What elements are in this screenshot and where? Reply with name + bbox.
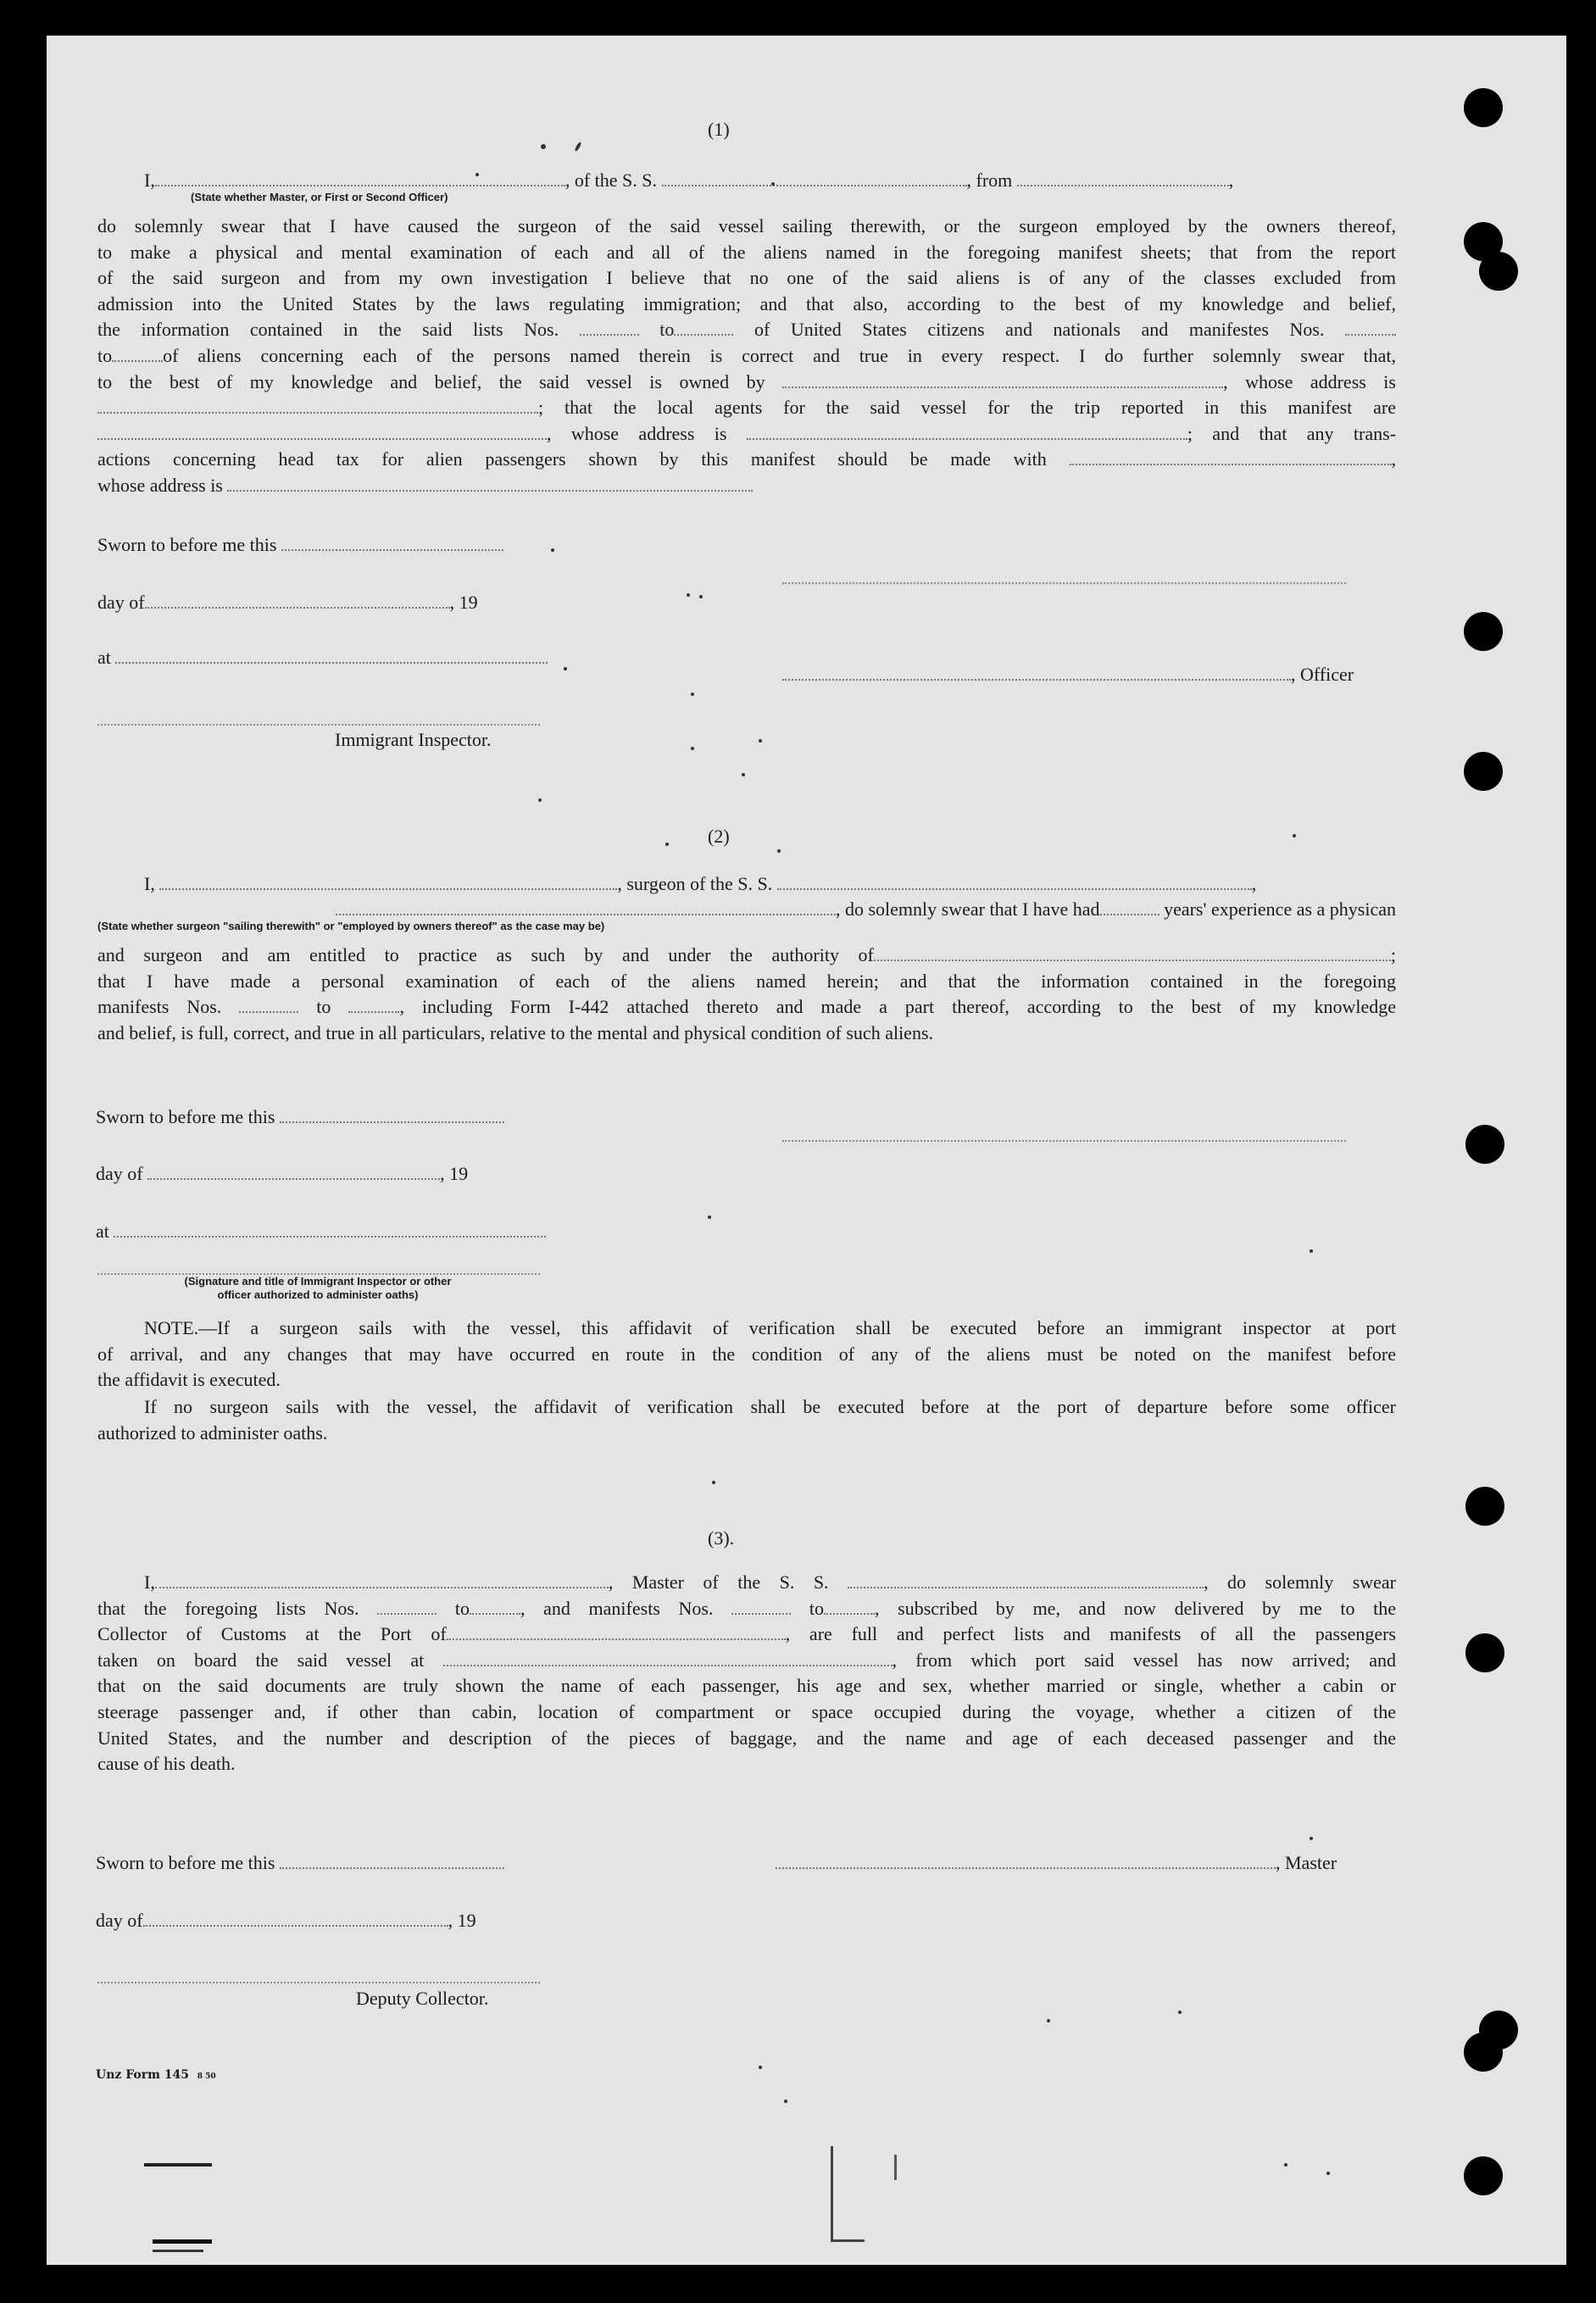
signature-caption xyxy=(131,1275,504,1302)
text-line xyxy=(97,317,1396,343)
section2-line1 xyxy=(144,871,1397,897)
at-line xyxy=(96,1218,546,1244)
day-line xyxy=(97,589,478,615)
blank-field xyxy=(97,397,538,414)
text: taken on board the said vessel at xyxy=(97,1649,425,1671)
text-line: If no surgeon sails with the vessel, the affidavit of verification shall be executed before at the port of departure before some officer xyxy=(144,1396,1396,1417)
master-line xyxy=(776,1850,1337,1876)
blank-field xyxy=(1345,319,1396,336)
blank-field xyxy=(874,944,1391,961)
section1-paragraph xyxy=(97,214,1396,499)
section3-paragraph xyxy=(97,1570,1396,1777)
punch-hole xyxy=(1465,1487,1504,1526)
day-line xyxy=(96,1160,468,1187)
scan-mark xyxy=(894,2155,897,2180)
blank-field xyxy=(674,319,733,336)
text-line xyxy=(97,943,1396,969)
officer-line xyxy=(782,661,1354,687)
blank-field xyxy=(155,1571,609,1588)
section-number: (1) xyxy=(708,119,730,140)
text: whose address is xyxy=(97,474,223,496)
blank-field xyxy=(1070,448,1392,465)
text: day of xyxy=(96,1910,143,1931)
text: , xyxy=(1391,448,1396,470)
text: , xyxy=(1228,170,1234,191)
blank-field xyxy=(155,170,565,186)
text-line xyxy=(97,1570,1396,1596)
text: to xyxy=(316,996,331,1018)
signature-line xyxy=(782,1140,1346,1142)
signature-line xyxy=(97,1982,540,1983)
text-line: do solemnly swear that I have caused the surgeon of the said vessel sailing therewith, or the surgeon employed by the owners thereof, xyxy=(97,215,1396,236)
punch-hole xyxy=(1464,752,1503,791)
text-line: of arrival, and any changes that may have occurred en route in the condition of any of the aliens must be noted on the manifest before xyxy=(97,1343,1396,1365)
text: , do solemnly swear xyxy=(1204,1571,1397,1593)
text-line: cause of his death. xyxy=(97,1753,236,1775)
text: to xyxy=(659,319,675,341)
blank-field xyxy=(443,1649,893,1666)
punch-hole xyxy=(1464,2156,1503,2195)
text: at xyxy=(96,1221,109,1242)
text-line xyxy=(97,343,1396,370)
blank-field xyxy=(1100,898,1159,915)
form-identifier xyxy=(96,2068,216,2083)
text: , Officer xyxy=(1291,664,1354,685)
text: at xyxy=(97,647,111,668)
text: Sworn to before me this xyxy=(96,1106,275,1127)
text: , whose address is xyxy=(547,422,727,444)
section2-line2 xyxy=(97,896,1396,922)
text: , of the S. S. xyxy=(564,170,658,191)
blank-field xyxy=(97,423,547,440)
punch-hole xyxy=(1464,612,1503,651)
blank-field xyxy=(115,647,548,664)
text: years' experience as a physican xyxy=(1164,898,1396,920)
text-line xyxy=(97,473,1396,499)
blank-field xyxy=(114,1221,546,1238)
text: I, xyxy=(144,170,155,191)
blank-field xyxy=(1017,170,1229,186)
text: , and manifests Nos. xyxy=(520,1597,714,1619)
form-page xyxy=(47,36,1566,2265)
section-number: (3). xyxy=(708,1527,735,1549)
text-line xyxy=(97,421,1396,448)
text: Sworn to before me this xyxy=(97,534,277,555)
text: Unz Form 145 xyxy=(96,2068,190,2082)
text: , xyxy=(1251,873,1257,894)
text-line: of the said surgeon and from my own investigation I believe that no one of the said aliens is of any of the classes excluded from xyxy=(97,267,1396,289)
sworn-line xyxy=(97,531,503,558)
blank-field xyxy=(470,1598,520,1615)
inspector-label: Immigrant Inspector. xyxy=(335,729,492,750)
text-line: and belief, is full, correct, and true in all particulars, relative to the mental and physical condition of such aliens. xyxy=(97,1021,934,1043)
scan-mark xyxy=(831,2146,833,2239)
blank-field xyxy=(662,170,967,186)
section-number: (2) xyxy=(708,826,730,847)
blank-field xyxy=(112,345,163,362)
signature-line xyxy=(97,724,540,726)
text: , Master xyxy=(1276,1852,1337,1873)
text: to xyxy=(809,1597,824,1619)
blank-field xyxy=(747,423,1187,440)
text: the information contained in the said lists Nos. xyxy=(97,319,559,341)
text: ; and that any trans- xyxy=(1187,422,1396,444)
text: to the best of my knowledge and belief, the said vessel is owned by xyxy=(97,370,765,392)
blank-field xyxy=(147,1163,440,1180)
collector-label: Deputy Collector. xyxy=(356,1988,489,2009)
text: 8 50 xyxy=(197,2072,216,2081)
text: (Signature and title of Immigrant Inspector or other xyxy=(184,1275,452,1288)
blank-field xyxy=(281,534,503,551)
text: I, xyxy=(144,873,155,894)
text-line: admission into the United States by the laws regulating immigration; and that also, according to the best of my knowledge and belief, xyxy=(97,292,1396,314)
blank-field xyxy=(280,1852,504,1869)
text: Collector of Customs at the Port of xyxy=(97,1623,447,1645)
text: , surgeon of the S. S. xyxy=(617,873,773,894)
scan-mark xyxy=(153,2250,203,2252)
caption: (State whether Master, or First or Second Officer) xyxy=(191,191,448,203)
blank-field xyxy=(731,1598,791,1615)
punch-hole xyxy=(1479,252,1518,291)
text: and surgeon and am entitled to practice as such by and under the authority of xyxy=(97,944,874,965)
text: I, xyxy=(144,1571,155,1593)
blank-field xyxy=(145,592,450,609)
punch-hole xyxy=(1464,2033,1503,2072)
section1-line1 xyxy=(144,167,1399,193)
blank-field xyxy=(280,1106,504,1123)
text: , 19 xyxy=(449,592,478,613)
blank-field xyxy=(782,371,1223,388)
blank-field xyxy=(776,1852,1276,1869)
at-line xyxy=(97,644,548,670)
blank-field xyxy=(848,1571,1204,1588)
text: of United States citizens and nationals and manifestes Nos. xyxy=(754,319,1325,341)
text: day of xyxy=(96,1163,143,1184)
text: ; xyxy=(1390,944,1396,965)
blank-field xyxy=(447,1623,786,1640)
punch-hole xyxy=(1464,88,1503,127)
punch-hole xyxy=(1465,1125,1504,1164)
text: to xyxy=(454,1597,470,1619)
note-paragraph xyxy=(97,1316,1396,1393)
blank-field xyxy=(777,873,1252,890)
text: , 19 xyxy=(448,1910,476,1931)
signature-line xyxy=(782,582,1346,584)
text-line: NOTE.—If a surgeon sails with the vessel, this affidavit of verification shall be executed before an immigrant inspector at port xyxy=(144,1317,1396,1338)
text: , are full and perfect lists and manifests of all the passengers xyxy=(785,1623,1396,1645)
text-line xyxy=(97,994,1396,1021)
blank-field xyxy=(159,873,617,890)
text: , do solemnly swear that I have had xyxy=(835,898,1100,920)
text-line xyxy=(97,370,1396,396)
text: actions concerning head tax for alien passengers shown by this manifest should be made with xyxy=(97,448,1047,470)
text: , from xyxy=(966,170,1013,191)
blank-field xyxy=(377,1598,437,1615)
text: manifests Nos. xyxy=(97,996,222,1018)
text-line: that on the said documents are truly shown the name of each passenger, his age and sex, whether married or single, whether a cabin or xyxy=(97,1675,1396,1697)
scan-mark xyxy=(153,2239,212,2244)
blank-field xyxy=(782,664,1291,681)
note2-paragraph xyxy=(97,1394,1396,1446)
sworn-line xyxy=(96,1104,504,1130)
blank-field xyxy=(348,996,399,1013)
blank-field xyxy=(143,1910,448,1927)
text: of aliens concerning each of the persons named therein is correct and true in every respect. I do further solemnly swear that, xyxy=(163,344,1396,366)
text-line xyxy=(97,1596,1396,1622)
text: , Master of the S. S. xyxy=(608,1571,829,1593)
text: , subscribed by me, and now delivered by me to the xyxy=(874,1597,1396,1619)
text-line: steerage passenger and, if other than cabin, location of compartment or space occupied during the voyage, whether a citizen of the xyxy=(97,1700,1396,1722)
text-line: to make a physical and mental examination of each and all of the aliens named in the foregoing manifest sheets; that from the report xyxy=(97,241,1396,263)
text: ; that the local agents for the said vessel for the trip reported in this manifest are xyxy=(538,397,1396,419)
text-line xyxy=(97,395,1396,421)
section2-paragraph xyxy=(97,943,1396,1046)
text: , including Form I-442 attached thereto and made a part thereof, according to the best of my knowledge xyxy=(399,996,1397,1018)
punch-hole xyxy=(1465,1633,1504,1672)
day-line xyxy=(96,1907,476,1933)
text-line xyxy=(97,447,1396,473)
text: officer authorized to administer oaths) xyxy=(217,1288,419,1301)
text-line: that I have made a personal examination of each of the aliens named herein; and that the information contained in the foregoing xyxy=(97,970,1396,992)
sworn-line xyxy=(96,1850,504,1876)
text: to xyxy=(97,344,113,366)
text: Sworn to before me this xyxy=(96,1852,275,1873)
text: , whose address is xyxy=(1223,370,1396,392)
scan-mark xyxy=(144,2163,212,2167)
text: day of xyxy=(97,592,145,613)
scan-mark xyxy=(831,2239,865,2242)
text-line: the affidavit is executed. xyxy=(97,1369,281,1391)
blank-field xyxy=(824,1598,875,1615)
caption: (State whether surgeon "sailing therewith" or "employed by owners thereof" as the case may be) xyxy=(97,920,605,932)
blank-field xyxy=(580,319,639,336)
blank-field xyxy=(336,898,836,915)
blank-field xyxy=(227,475,753,492)
text-line xyxy=(97,1622,1396,1648)
text: , 19 xyxy=(440,1163,469,1184)
text-line: United States, and the number and description of the pieces of baggage, and the name and age of each deceased passenger and the xyxy=(97,1727,1396,1749)
text: , from which port said vessel has now arrived; and xyxy=(892,1649,1396,1671)
text-line: authorized to administer oaths. xyxy=(97,1421,328,1444)
text-line xyxy=(97,1648,1396,1674)
text: that the foregoing lists Nos. xyxy=(97,1597,359,1619)
blank-field xyxy=(239,996,298,1013)
